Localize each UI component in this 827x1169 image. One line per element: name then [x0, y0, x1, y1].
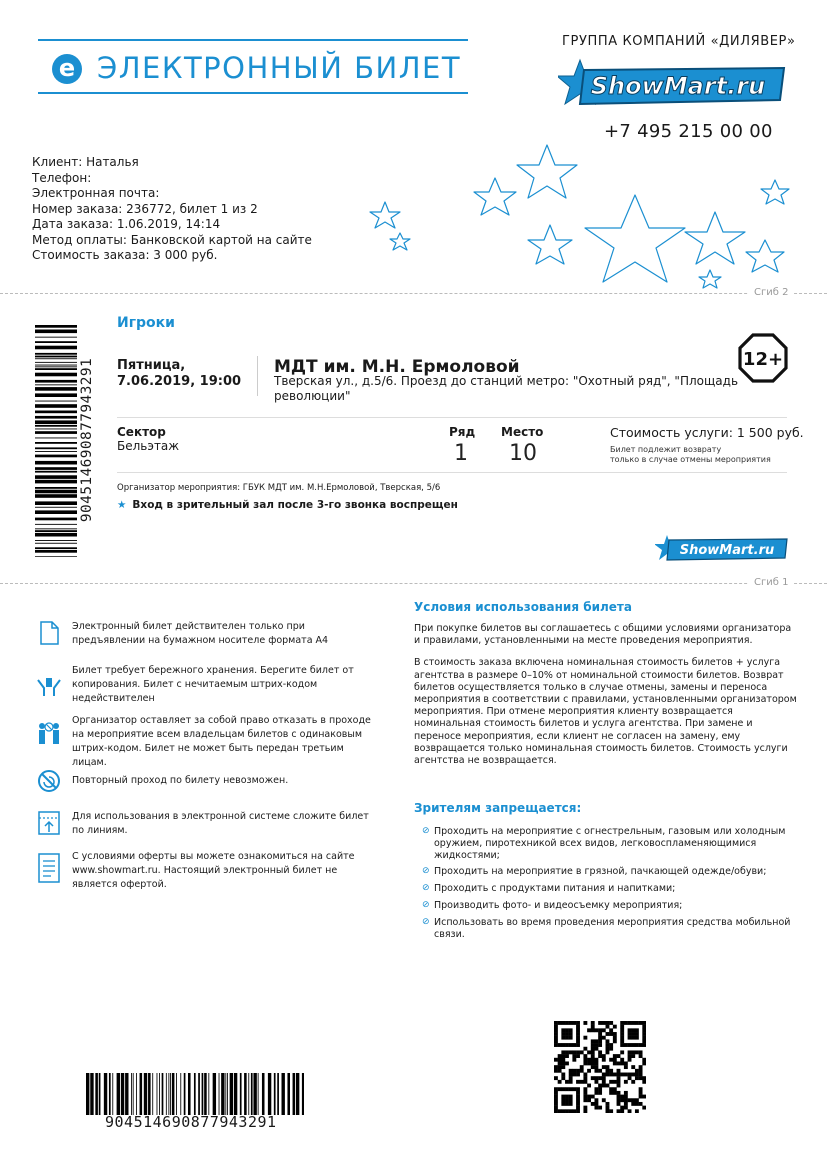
- sector-label: Сектор: [117, 425, 166, 439]
- client-email: Электронная почта:: [32, 186, 160, 200]
- header-line-bottom: [38, 92, 468, 94]
- fold-icon: [36, 810, 62, 836]
- fold-line-1: [0, 583, 827, 584]
- document-icon: [36, 620, 62, 646]
- order-number: Номер заказа: 236772, билет 1 из 2: [32, 201, 258, 216]
- footer-barcode-number: 904514690877943291: [105, 1113, 277, 1131]
- prohibited-icon: ⊘: [422, 866, 430, 877]
- showmart-logo-small: [655, 533, 790, 565]
- phone-number[interactable]: +7 495 215 00 00: [604, 121, 773, 142]
- row-label: Ряд: [449, 425, 476, 439]
- order-cost: Стоимость заказа: 3 000 руб.: [32, 248, 218, 262]
- prohibited-list: [422, 826, 792, 945]
- organizer-info: Организатор мероприятия: ГБУК МДТ им. М.Н.Ермоловой, Тверская, 5/6: [117, 483, 441, 493]
- ticket-divider-2: [117, 472, 787, 473]
- client-info: [32, 155, 312, 264]
- e-ticket-icon: e: [52, 54, 82, 84]
- fold-label-1: Сгиб 1: [748, 577, 794, 588]
- note-barcode: Организатор оставляет за собой право отказать в проходе на мероприятие всем владельцам билетов с одинаковым штрих-кодом. Билет не может быть передан третьим лицам.: [72, 715, 371, 768]
- page-title: ЭЛЕКТРОННЫЙ БИЛЕТ: [97, 51, 462, 85]
- refund-note: [610, 445, 771, 465]
- rules-paragraph-2: В стоимость заказа включена номинальная стоимость билетов + услуга агентства в размере 0–10% от номинальной стоимости билетов. Возврат билетов осуществляется только в случае отмены, замены и переноса мероприятия в соответствии с правилами, установленными организатором мероприятия. При отмене мероприятия клиенту возвращается номинальная стоимость билетов и услуга агентства. При замене и переносе мероприятия, если клиент не согласен на замену, ему возвращается только номинальная стоимость билетов. Стоимость услуги агентства не возвращается.: [414, 657, 797, 767]
- no-transfer-icon: [36, 720, 62, 746]
- client-phone: Телефон:: [32, 170, 92, 185]
- small-logo-text: ShowMart.ru: [679, 543, 775, 558]
- entry-warning-text: Вход в зрительный зал после 3-го звонка воспрещен: [132, 499, 458, 511]
- client-name: Клиент: Наталья: [32, 155, 139, 169]
- stars-decoration-icon: [355, 140, 825, 290]
- note-a4: Электронный билет действителен только при предъявлении на бумажном носителе формата А4: [72, 621, 329, 646]
- showmart-logo: [558, 56, 790, 116]
- company-group: ГРУППА КОМПАНИЙ «ДИЛЯВЕР»: [562, 34, 796, 49]
- note-reentry: Повторный проход по билету невозможен.: [72, 775, 289, 786]
- event-day: Пятница,: [117, 358, 186, 373]
- refund-note-line-1: Билет подлежит возврату: [610, 445, 722, 454]
- offer-icon: [36, 852, 62, 884]
- no-reentry-icon: [36, 768, 62, 794]
- hands-icon: [36, 672, 62, 698]
- prohibited-icon: ⊘: [422, 899, 430, 910]
- service-price: Стоимость услуги: 1 500 руб.: [610, 425, 804, 440]
- star-icon: ★: [117, 499, 127, 511]
- prohibited-icon: ⊘: [422, 916, 430, 927]
- fold-line-2: [0, 293, 827, 294]
- qr-code: [554, 1021, 646, 1113]
- note-fold: Для использования в электронной системе сложите билет по линиям.: [72, 811, 369, 836]
- vertical-barcode-number: 904514690877943291: [79, 357, 95, 523]
- sector-value: Бельэтаж: [117, 439, 180, 453]
- event-datetime: 7.06.2019, 19:00: [117, 374, 242, 389]
- note-storage: Билет требует бережного хранения. Берегите билет от копирования. Билет с нечитаемым штрих-кодом недействителен: [72, 665, 354, 704]
- ticket-divider-1: [117, 417, 787, 418]
- prohibited-title: Зрителям запрещается:: [414, 801, 582, 815]
- seat-value: 10: [509, 441, 537, 466]
- event-date: [117, 358, 241, 390]
- prohibited-icon: ⊘: [422, 883, 430, 894]
- event-name: Игроки: [117, 315, 175, 331]
- entry-warning: [117, 499, 458, 511]
- date-divider: [257, 356, 258, 396]
- rules-title: Условия использования билета: [414, 600, 632, 614]
- header-line-top: [38, 39, 468, 41]
- prohibited-icon: ⊘: [422, 826, 430, 836]
- refund-note-line-2: только в случае отмены мероприятия: [610, 455, 771, 464]
- logo-text: ShowMart.ru: [590, 72, 766, 100]
- row-value: 1: [454, 441, 468, 466]
- rules-paragraph-1: При покупке билетов вы соглашаетесь с общими условиями организатора и правилами, установленными на месте проведения мероприятия.: [414, 623, 792, 647]
- rules-text: [414, 623, 799, 777]
- list-item: ⊘ Проходить на мероприятие в грязной, пачкающей одежде/обуви;: [422, 866, 767, 878]
- venue-name: МДТ им. М.Н. Ермоловой: [274, 357, 520, 377]
- seat-label: Место: [501, 425, 544, 439]
- order-date: Дата заказа: 1.06.2019, 14:14: [32, 217, 221, 231]
- fold-label-2: Сгиб 2: [748, 287, 794, 298]
- age-rating-badge: [738, 333, 788, 383]
- note-offer: С условиями оферты вы можете ознакомиться на сайте www.showmart.ru. Настоящий электронный билет не является офертой.: [72, 851, 355, 890]
- list-item: ⊘ Проходить на мероприятие с огнестрельным, газовым или холодным оружием, пиротехникой всех видов, легковоспламеняющимися жидкостями;: [422, 826, 786, 861]
- list-item: ⊘ Проходить с продуктами питания и напитками;: [422, 883, 676, 895]
- list-item: ⊘ Использовать во время проведения мероприятия средства мобильной связи.: [422, 916, 791, 940]
- list-item: ⊘ Производить фото- и видеосъемку мероприятия;: [422, 899, 683, 911]
- venue-address: Тверская ул., д.5/6. Проезд до станций метро: "Охотный ряд", "Площадь революции": [274, 374, 739, 403]
- payment-method: Метод оплаты: Банковской картой на сайте: [32, 232, 312, 247]
- vertical-barcode: [35, 325, 77, 557]
- footer-barcode: [86, 1073, 304, 1115]
- age-rating: 12+: [742, 349, 784, 370]
